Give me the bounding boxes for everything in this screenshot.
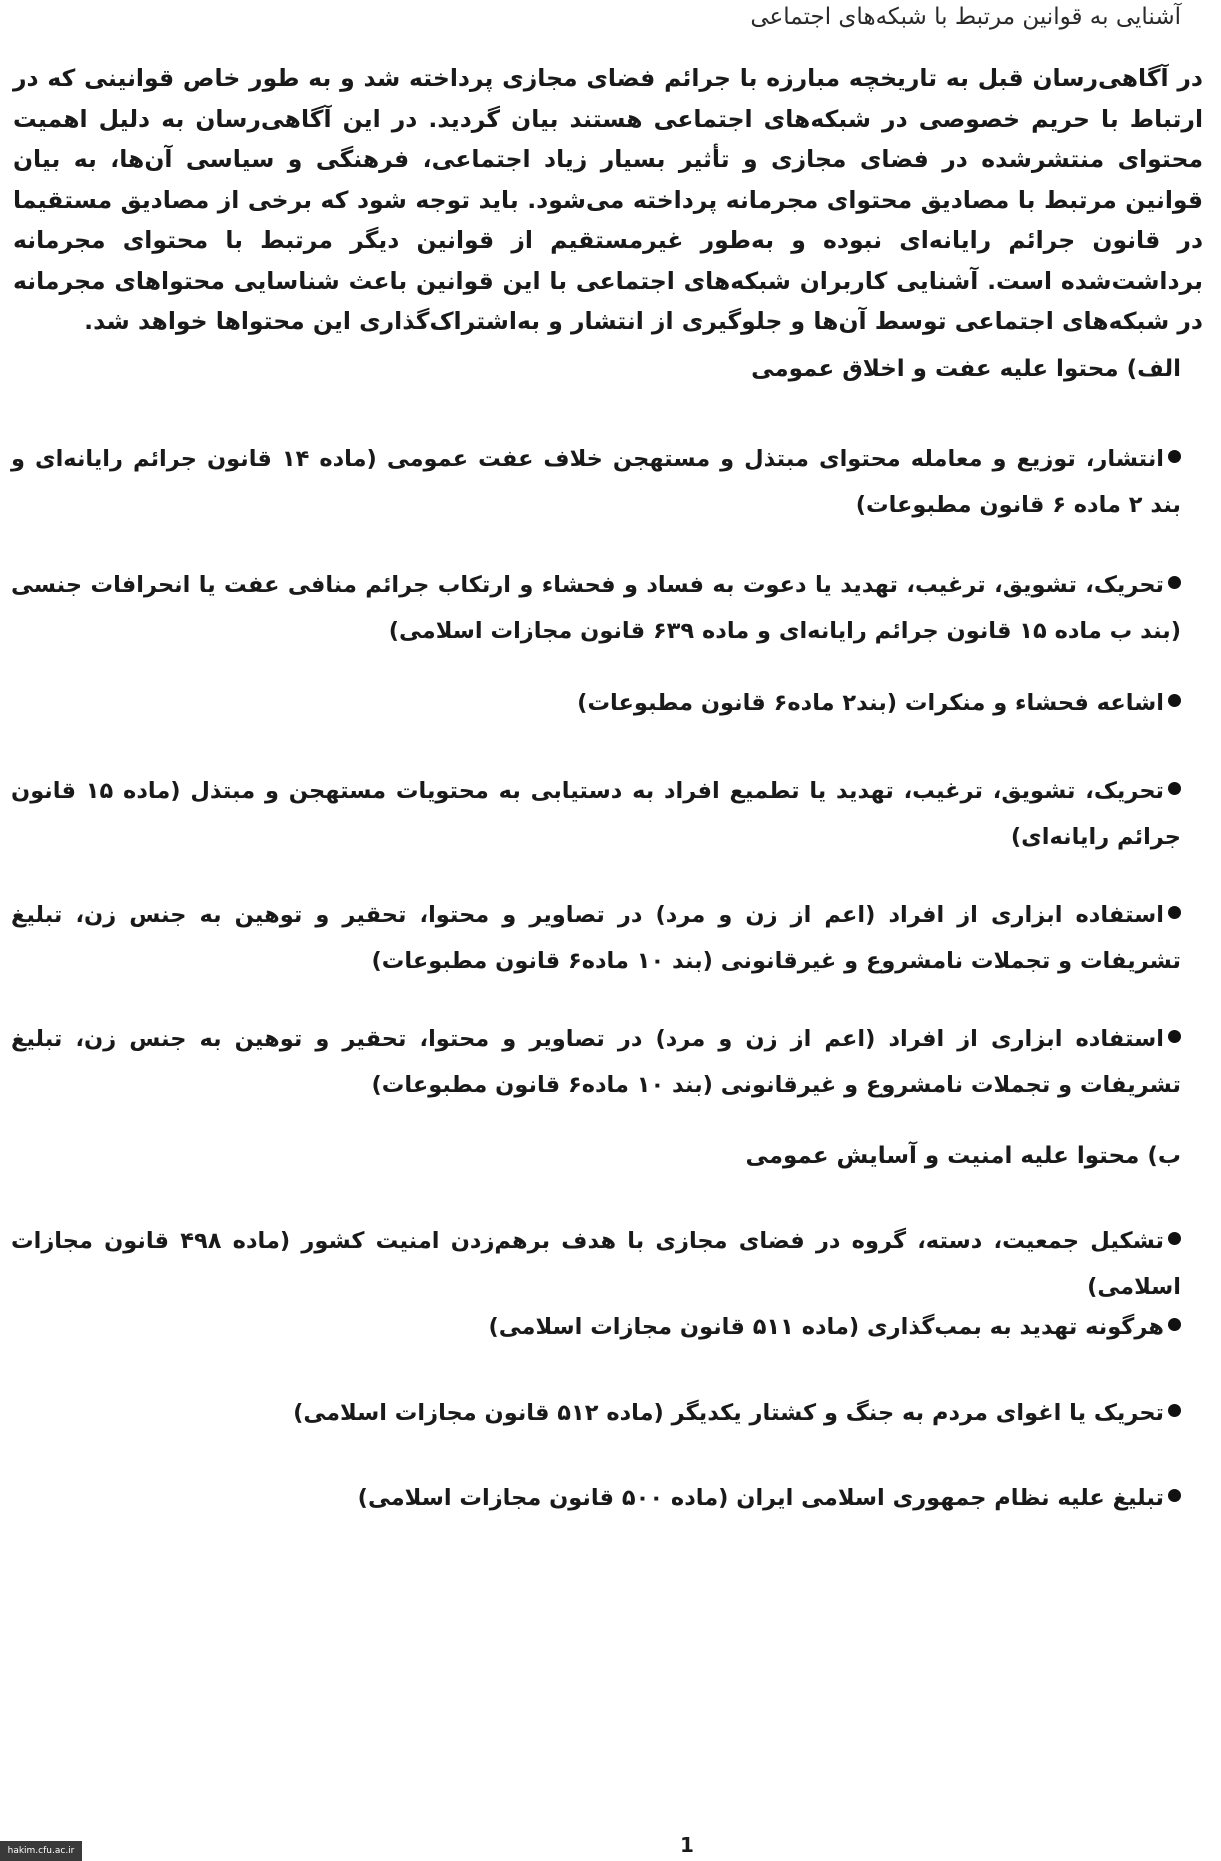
list-item: اشاعه فحشاء و منکرات (بند۲ ماده۶ قانون مطبوعات) <box>11 680 1181 726</box>
list-item: تحریک، تشویق، ترغیب، تهدید یا تطمیع افراد به دستیابی به محتویات مستهجن و مبتذل (ماده ۱۵ قانون جرائم رایانه‌ای) <box>11 778 1181 850</box>
list-item: استفاده ابزاری از افراد (اعم از زن و مرد) در تصاویر و محتوا، تحقیر و توهین به جنس زن، تبلیغ تشریفات و تجملات نامشروع و غیرقانونی (بند ۱۰ ماده۶ قانون مطبوعات) <box>11 1026 1181 1098</box>
bullet-icon <box>1168 1404 1181 1417</box>
site-logo: hakim.cfu.ac.ir <box>0 1841 82 1861</box>
bullet-icon <box>1168 576 1181 589</box>
list-item: هرگونه تهدید به بمب‌گذاری (ماده ۵۱۱ قانون مجازات اسلامی) <box>11 1304 1181 1350</box>
intro-paragraph: در آگاهی‌رسان قبل به تاریخچه مبارزه با جرائم فضای مجازی پرداخته شد و به طور خاص قوانینی که در ارتباط با حریم خصوصی در شبکه‌های اجتماعی هستند بیان گردید. در این آگاهی‌رسان به دلیل اهمیت محتوای منتشرشده در فضای مجازی و تأثیر بسیار زیاد اجتماعی، فرهنگی و سیاسی آن‌ها، به بیان قوانین مرتبط با مصادیق محتوای مجرمانه پرداخته می‌شود. باید توجه شود که برخی از مصادیق مستقیما در قانون جرائم رایانه‌ای نبوده و به‌طور غیرمستقیم از قوانین دیگر مرتبط با محتوای مجرمانه برداشت‌شده است. آشنایی کاربران شبکه‌های اجتماعی با این قوانین باعث شناسایی محتواهای مجرمانه در شبکه‌های اجتماعی توسط آن‌ها و جلوگیری از انتشار و به‌اشتراک‌گذاری این محتواها خواهد شد. <box>13 64 1203 335</box>
list-item: تشکیل جمعیت، دسته، گروه در فضای مجازی با هدف برهم‌زدن امنیت کشور (ماده ۴۹۸ قانون مجازات اسلامی) <box>11 1228 1181 1300</box>
bullet-icon <box>1168 1318 1181 1331</box>
list-item: تحریک، تشویق، ترغیب، تهدید یا دعوت به فساد و فحشاء و ارتکاب جرائم منافی عفت یا انحرافات جنسی (بند ب ماده ۱۵ قانون جرائم رایانه‌ای و ماده ۶۳۹ قانون مجازات اسلامی) <box>11 572 1181 644</box>
page-number: 1 <box>680 1833 694 1857</box>
list-item: تحریک یا اغوای مردم به جنگ و کشتار یکدیگر (ماده ۵۱۲ قانون مجازات اسلامی) <box>11 1390 1181 1436</box>
bullet-icon <box>1168 906 1181 919</box>
bullet-icon <box>1168 1489 1181 1502</box>
section-a-title: الف) محتوا علیه عفت و اخلاق عمومی <box>751 356 1181 382</box>
list-item: انتشار، توزیع و معامله محتوای مبتذل و مستهجن خلاف عفت عمومی (ماده ۱۴ قانون جرائم رایانه‌ای و بند ۲ ماده ۶ قانون مطبوعات) <box>11 446 1181 518</box>
bullet-icon <box>1168 694 1181 707</box>
document-heading: آشنایی به قوانین مرتبط با شبکه‌های اجتماعی <box>750 4 1181 30</box>
list-item: تبلیغ علیه نظام جمهوری اسلامی ایران (ماده ۵۰۰ قانون مجازات اسلامی) <box>11 1475 1181 1521</box>
bullet-icon <box>1168 1232 1181 1245</box>
bullet-icon <box>1168 450 1181 463</box>
section-b-title: ب) محتوا علیه امنیت و آسایش عمومی <box>745 1143 1181 1169</box>
list-item: استفاده ابزاری از افراد (اعم از زن و مرد) در تصاویر و محتوا، تحقیر و توهین به جنس زن، تبلیغ تشریفات و تجملات نامشروع و غیرقانونی (بند ۱۰ ماده۶ قانون مطبوعات) <box>11 902 1181 974</box>
bullet-icon <box>1168 1030 1181 1043</box>
bullet-icon <box>1168 782 1181 795</box>
